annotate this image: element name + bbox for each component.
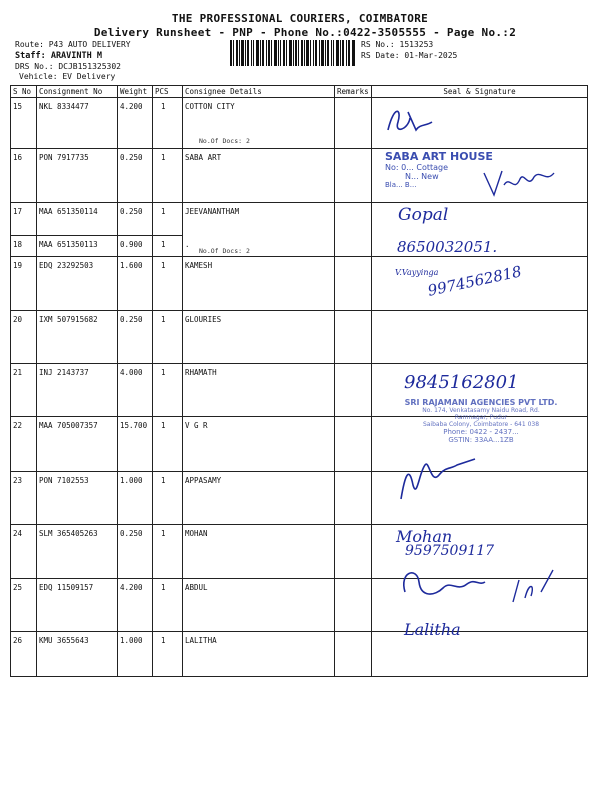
cell-consignee (183, 632, 335, 677)
cell-consignee-text: COTTON CITY (185, 102, 235, 111)
cell-pcs-text: 1 (161, 529, 166, 538)
cell-remarks (335, 632, 372, 677)
cell-weight (118, 257, 153, 311)
table-row (11, 311, 588, 364)
cell-consignee (183, 311, 335, 364)
table-header-row (11, 86, 588, 98)
rs-date: RS Date: 01-Mar-2025 (361, 51, 458, 60)
col-header-remarks: Remarks (335, 86, 372, 98)
cell-sno-text: 24 (13, 529, 23, 538)
cell-remarks (335, 417, 372, 472)
cell-weight (118, 525, 153, 579)
signature-row16 (480, 165, 560, 200)
cell-pcs-text: 1 (161, 368, 166, 377)
handwriting-row26-name: Lalitha (404, 620, 461, 639)
cell-pcs (153, 632, 183, 677)
cell-consignment-text: MAA 651350114 (39, 207, 98, 216)
cell-weight-text: 0.250 (120, 207, 143, 216)
cell-consignee-text: KAMESH (185, 261, 213, 270)
cell-pcs (153, 579, 183, 632)
cell-consignment (37, 98, 118, 149)
cell-consignee-text: MOHAN (185, 529, 208, 538)
stamp-rajamani: SRI RAJAMANI AGENCIES PVT LTD. No. 174, Venkatasamy Naidu Road, Rd. Ramnagar, Pudur Saibaba Colony, Coimbatore - 641 038 Phone: 0422 - 2437... GSTIN: 33AA...1ZB (404, 398, 558, 444)
cell-consignee (183, 364, 335, 417)
cell-sno-text: 25 (13, 583, 23, 592)
cell-consignment-text: EDQ 23292503 (39, 261, 94, 270)
cell-consignee (183, 149, 335, 203)
cell-remarks (335, 98, 372, 149)
cell-sno (11, 149, 37, 203)
cell-pcs-text: 1 (161, 207, 166, 216)
cell-consignment (37, 472, 118, 525)
cell-sno (11, 417, 37, 472)
cell-consignment (37, 525, 118, 579)
cell-sno (11, 257, 37, 311)
cell-consignee-text: V G R (185, 421, 208, 430)
cell-remarks (335, 203, 372, 236)
staff-label: Staff: ARAVINTH M (15, 51, 102, 61)
cell-consignment (37, 364, 118, 417)
cell-consignment (37, 632, 118, 677)
cell-consignment (37, 311, 118, 364)
cell-pcs-text: 1 (161, 583, 166, 592)
cell-sno (11, 203, 37, 236)
cell-consignee (183, 472, 335, 525)
cell-pcs (153, 203, 183, 236)
cell-weight-text: 1.000 (120, 476, 143, 485)
docs-note-row15: No.Of Docs: 2 (199, 137, 250, 145)
cell-consignment-text: EDQ 11509157 (39, 583, 94, 592)
cell-weight-text: 0.900 (120, 240, 143, 249)
cell-consignment-text: KMU 3655643 (39, 636, 89, 645)
cell-sno-text: 16 (13, 153, 23, 162)
cell-pcs (153, 149, 183, 203)
cell-remarks (335, 364, 372, 417)
cell-sno (11, 579, 37, 632)
cell-consignee (183, 203, 335, 236)
cell-sno (11, 364, 37, 417)
cell-sno-text: 21 (13, 368, 23, 377)
cell-sno-text: 18 (13, 240, 23, 249)
cell-consignment-text: SLM 365405263 (39, 529, 98, 538)
handwriting-row17-name: Gopal (398, 205, 449, 225)
cell-consignment-text: PON 7102553 (39, 476, 89, 485)
cell-consignment-text: IXM 507915682 (39, 315, 98, 324)
cell-sno (11, 311, 37, 364)
table-row (11, 632, 588, 677)
cell-weight (118, 472, 153, 525)
handwriting-row19-phone: 9974562818 (426, 262, 524, 300)
cell-weight (118, 311, 153, 364)
col-header-seal: Seal & Signature (372, 86, 588, 98)
cell-remarks (335, 149, 372, 203)
drs-label: DRS No.: DCJB151325302 (15, 62, 121, 71)
cell-pcs (153, 472, 183, 525)
cell-weight (118, 579, 153, 632)
cell-pcs-text: 1 (161, 636, 166, 645)
col-header-consignee: Consignee Details (183, 86, 335, 98)
cell-pcs (153, 417, 183, 472)
cell-consignee-text: LALITHA (185, 636, 217, 645)
cell-weight-text: 0.250 (120, 315, 143, 324)
cell-weight-text: 15.700 (120, 421, 148, 430)
handwriting-row24-phone: 9597509117 (405, 543, 495, 559)
table-row (11, 472, 588, 525)
cell-consignee-text: . (185, 239, 190, 249)
cell-pcs-text: 1 (161, 240, 166, 249)
cell-consignee-text: SABA ART (185, 153, 222, 162)
cell-weight (118, 417, 153, 472)
cell-consignment (37, 579, 118, 632)
table-row (11, 236, 588, 257)
cell-consignment (37, 236, 118, 257)
cell-weight-text: 1.600 (120, 261, 143, 270)
cell-pcs-text: 1 (161, 261, 166, 270)
cell-pcs-text: 1 (161, 102, 166, 111)
cell-consignee (183, 579, 335, 632)
cell-consignee (183, 417, 335, 472)
docs-note-row18: No.Of Docs: 2 (199, 247, 250, 255)
rs-number: RS No.: 1513253 (361, 40, 434, 49)
cell-sno-text: 22 (13, 421, 23, 430)
cell-weight-text: 0.250 (120, 153, 143, 162)
cell-consignment (37, 149, 118, 203)
cell-weight-text: 4.200 (120, 102, 143, 111)
cell-weight-text: 4.000 (120, 368, 143, 377)
handwriting-row19-name: V.Vayyinga (395, 268, 439, 277)
cell-sno-text: 20 (13, 315, 23, 324)
cell-pcs-text: 1 (161, 153, 166, 162)
cell-weight-text: 0.250 (120, 529, 143, 538)
cell-sno (11, 632, 37, 677)
barcode-image (230, 40, 355, 66)
cell-pcs (153, 236, 183, 257)
cell-consignee-text: RHAMATH (185, 368, 217, 377)
cell-remarks (335, 525, 372, 579)
signature-row23 (395, 455, 485, 503)
cell-sno-text: 19 (13, 261, 23, 270)
cell-remarks (335, 236, 372, 257)
cell-weight (118, 632, 153, 677)
signature-row15 (380, 100, 440, 140)
cell-sno-text: 17 (13, 207, 23, 216)
cell-sno-text: 15 (13, 102, 23, 111)
cell-pcs (153, 98, 183, 149)
cell-weight-text: 1.000 (120, 636, 143, 645)
cell-pcs (153, 525, 183, 579)
cell-consignment-text: INJ 2143737 (39, 368, 89, 377)
cell-consignment-text: NKL 8334477 (39, 102, 89, 111)
cell-pcs (153, 257, 183, 311)
cell-consignee-text: GLOURIES (185, 315, 222, 324)
col-header-pcs: PCS (153, 86, 183, 98)
cell-sno (11, 525, 37, 579)
table-row (11, 203, 588, 236)
company-title: THE PROFESSIONAL COURIERS, COIMBATORE (171, 12, 429, 25)
handwriting-row24-name: Mohan (396, 527, 453, 546)
signature-row25 (395, 562, 560, 610)
cell-consignee (183, 525, 335, 579)
cell-pcs (153, 364, 183, 417)
cell-consignment-text: MAA 651350113 (39, 240, 98, 249)
cell-sno-text: 23 (13, 476, 23, 485)
cell-weight (118, 236, 153, 257)
stamp-saba: SABA ART HOUSE No: 0... Cottage N... New Bla... B... (385, 150, 493, 189)
cell-weight (118, 364, 153, 417)
handwriting-row21-phone: 9845162801 (404, 372, 519, 393)
cell-sno (11, 98, 37, 149)
cell-consignee-text: ABDUL (185, 583, 208, 592)
col-header-consignment: Consignment No (37, 86, 118, 98)
cell-consignment-text: PON 7917735 (39, 153, 89, 162)
cell-weight (118, 149, 153, 203)
handwriting-row17-phone: 8650032051. (397, 238, 498, 256)
col-header-weight: Weight (118, 86, 153, 98)
vehicle-label: Vehicle: EV Delivery (19, 72, 116, 81)
cell-weight (118, 203, 153, 236)
cell-consignment (37, 257, 118, 311)
cell-sno (11, 236, 37, 257)
table-row (11, 98, 588, 149)
cell-pcs-text: 1 (161, 476, 166, 485)
cell-weight-text: 4.200 (120, 583, 143, 592)
cell-remarks (335, 472, 372, 525)
route-label: Route: P43 AUTO DELIVERY (15, 40, 131, 49)
runsheet-subtitle: Delivery Runsheet - PNP - Phone No.:0422-3505555 - Page No.:2 (93, 26, 517, 39)
cell-pcs (153, 311, 183, 364)
cell-seal (372, 311, 588, 364)
cell-consignment (37, 417, 118, 472)
cell-consignee (183, 257, 335, 311)
cell-consignee-text: JEEVANANTHAM (185, 207, 240, 216)
cell-remarks (335, 311, 372, 364)
cell-remarks (335, 257, 372, 311)
cell-consignment-text: MAA 705007357 (39, 421, 98, 430)
cell-pcs-text: 1 (161, 421, 166, 430)
cell-weight (118, 98, 153, 149)
col-header-sno: S No (11, 86, 37, 98)
cell-sno (11, 472, 37, 525)
cell-consignment (37, 203, 118, 236)
cell-consignee-text: APPASAMY (185, 476, 222, 485)
cell-remarks (335, 579, 372, 632)
cell-sno-text: 26 (13, 636, 23, 645)
cell-pcs-text: 1 (161, 315, 166, 324)
